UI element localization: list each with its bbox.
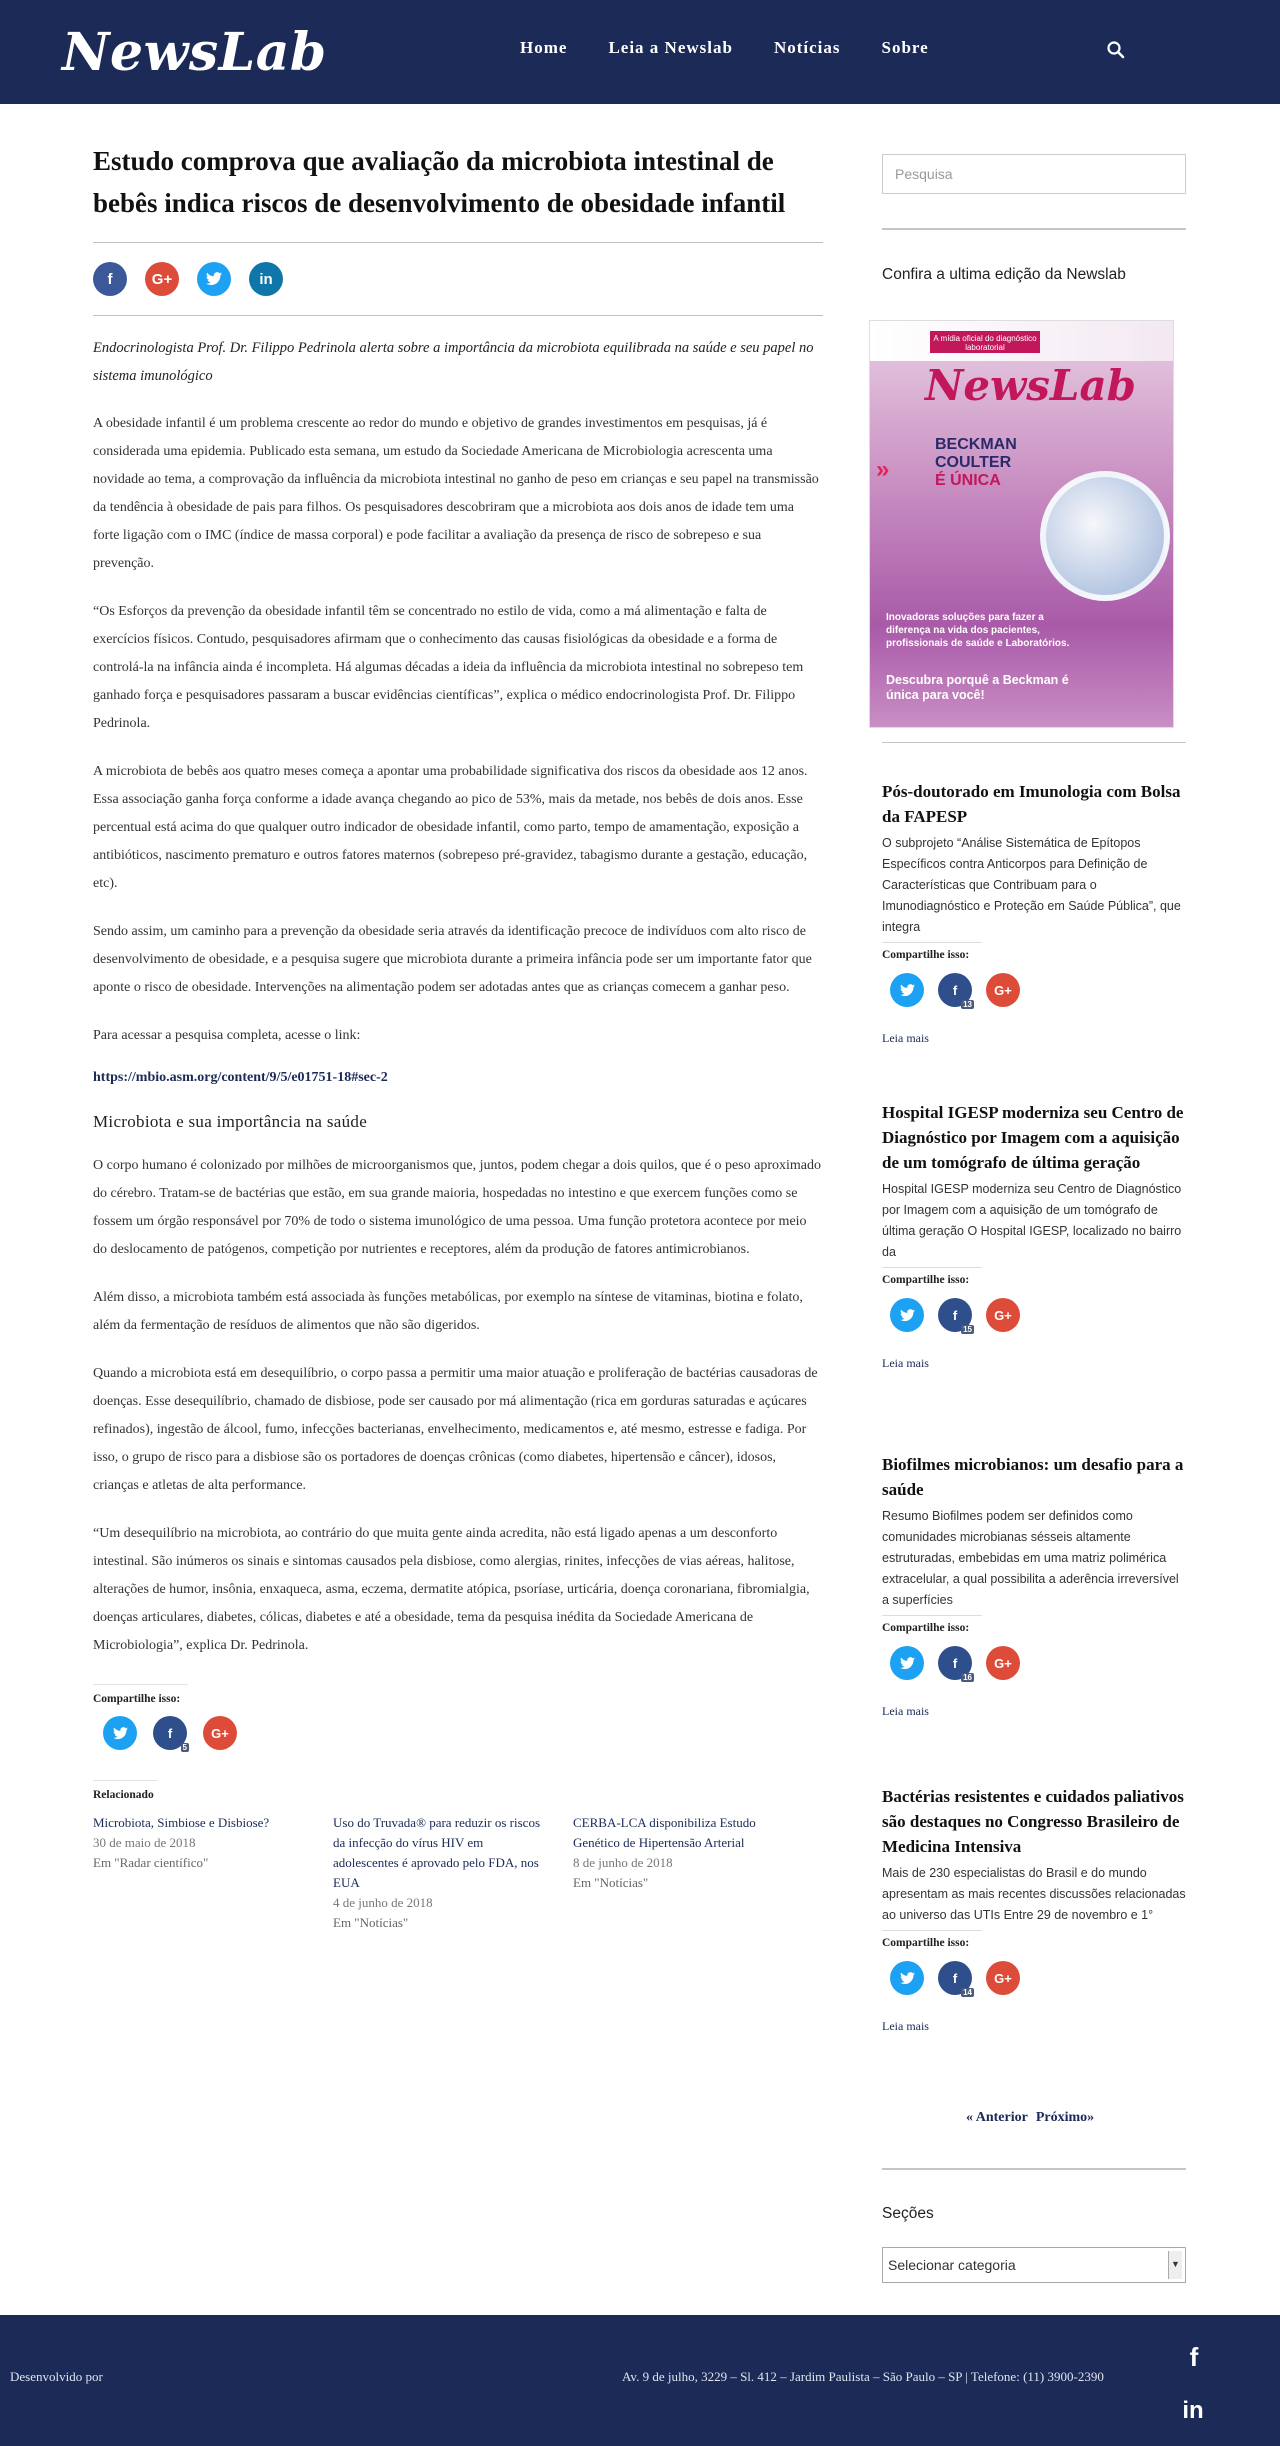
cover-tube-image: [1040, 471, 1170, 601]
share-count: 15: [963, 1325, 972, 1334]
share-count: 16: [963, 1673, 972, 1682]
cover-brand-line: É ÚNICA: [935, 472, 1001, 489]
google-plus-share-icon[interactable]: G+: [986, 1298, 1020, 1332]
share-label: Compartilhe isso:: [882, 1937, 970, 1949]
google-plus-share-icon[interactable]: G+: [986, 1646, 1020, 1680]
site-header: [0, 0, 1280, 104]
sidebar-post: [882, 742, 1186, 1046]
related-label: Relacionado: [93, 1780, 158, 1801]
cover-brand-line: BECKMAN: [935, 436, 1017, 453]
paragraph: Para acessar a pesquisa completa, acesse o link:: [93, 1028, 361, 1043]
article-title: Estudo comprova que avaliação da microbiota intestinal de bebês indica riscos de desenvolvimento de obesidade infantil: [93, 146, 786, 218]
related-title[interactable]: Microbiota, Simbiose e Disbiose?: [93, 1815, 270, 1830]
google-plus-share-icon[interactable]: G+: [986, 1961, 1020, 1995]
read-more-link[interactable]: Leia mais: [882, 1704, 929, 1718]
magazine-cover[interactable]: [869, 320, 1174, 728]
related-item[interactable]: [93, 1813, 303, 1933]
sidebar-post: [882, 1446, 1186, 1719]
read-more-link[interactable]: Leia mais: [882, 1031, 929, 1045]
facebook-share-icon[interactable]: f 16: [938, 1646, 972, 1680]
paragraph: O corpo humano é colonizado por milhões de microorganismos que, juntos, podem chegar a dois quilos, que é o peso aproximado do cérebro. Tratam-se de bactérias que estão, em sua grande maioria, hospedadas no intestino e que exercem funções como se fossem um órgão responsável por 70% de todo o sistema imunológico de uma pessoa. Uma função protetora acontece por meio do deslocamento de patógenos, competição por nutrientes e receptores, além da produção de fatores antimicrobianos.: [93, 1158, 821, 1257]
sidebar: [876, 154, 1202, 2033]
category-select[interactable]: [882, 2247, 1186, 2283]
divider: [882, 942, 982, 943]
related-item[interactable]: [333, 1813, 543, 1933]
post-excerpt: Mais de 230 especialistas do Brasil e do mundo apresentam as mais recentes discussões relacionadas ao universo das UTIs Entre 29 de novembro e 1°: [882, 1866, 1186, 1922]
chevron-right-icon: »: [876, 456, 890, 483]
divider: [882, 228, 1186, 230]
paragraph: “Um desequilíbrio na microbiota, ao contrário do que muita gente ainda acredita, não está ligado apenas a um desconforto intestinal. São inúmeros os sinais e sintomas causados pela disbiose, como alergias, rinites, infecções de vias aéreas, halitose, alterações de humor, insônia, enxaqueca, asma, eczema, dermatite atópica, psoríase, urticária, doença coronariana, fibromialgia, doenças articulares, diabetes, cólicas, diabetes e até a obesidade, tema da pesquisa inédita da Sociedade Americana de Microbiologia”, explica Dr. Pedrinola.: [93, 1526, 810, 1653]
chevron-down-icon[interactable]: ▼: [1168, 2251, 1182, 2279]
google-plus-share-icon[interactable]: G+: [203, 1716, 237, 1750]
paragraph: Quando a microbiota está em desequilíbrio, o corpo passa a permitir uma maior atuação e proliferação de bactérias causadoras de doenças. Esse desequilíbrio, chamado de disbiose, pode ser causado por má alimentação (rica em gorduras saturadas e açúcares refinados), ingestão de álcool, fumo, infecções bacterianas, envelhecimento, medicamentos e, até mesmo, estresse e fadiga. Por isso, o grupo de risco para a disbiose são os portadores de doenças crônicas (como diabetes, hipertensão e câncer), idosos, crianças e atletas de alta performance.: [93, 1366, 818, 1493]
cover-brand-line: COULTER: [935, 454, 1012, 471]
cover-text: Inovadoras soluções para fazer a diferença na vida dos pacientes, profissionais de saúde e Laboratórios.: [886, 612, 1070, 649]
section-subheading: Microbiota e sua importância na saúde: [93, 1112, 368, 1131]
main-nav: [520, 38, 929, 58]
related-item[interactable]: [573, 1813, 783, 1933]
search-input[interactable]: Pesquisa: [882, 154, 1186, 194]
facebook-share-icon[interactable]: f: [93, 262, 127, 296]
related-date: 30 de maio de 2018: [93, 1835, 196, 1850]
share-label: Compartilhe isso:: [882, 949, 970, 961]
divider: [882, 1267, 982, 1268]
nav-sobre[interactable]: Sobre: [881, 38, 929, 57]
post-excerpt: Resumo Biofilmes podem ser definidos como comunidades microbianas sésseis altamente estruturadas, embebidas em uma matriz polimérica extracelular, a qual possibilita a aderência irreversível a superfícies: [882, 1509, 1179, 1607]
google-plus-share-icon[interactable]: G+: [145, 262, 179, 296]
paragraph: Sendo assim, um caminho para a prevenção da obesidade seria através da identificação precoce de indivíduos com alto risco de desenvolvimento de obesidade, e a pesquisa sugere que microbiota durante a primeira infância pode ser um importante fator que aponte o risco de obesidade. Intervenções na alimentação podem ser adotadas antes que as crianças comecem a ganhar peso.: [93, 924, 812, 995]
nav-home[interactable]: Home: [520, 38, 568, 57]
post-title[interactable]: Hospital IGESP moderniza seu Centro de Diagnóstico por Imagem com a aquisição de um tomógrafo de última geração: [882, 1103, 1184, 1172]
post-excerpt: O subprojeto “Análise Sistemática de Epítopos Específicos contra Anticorpos para Definição de Características que Contribuam para o Imunodiagnóstico e Proteção em Saúde Pública”, que integra: [882, 836, 1181, 934]
divider: [882, 1615, 982, 1616]
share-count: 5: [182, 1743, 187, 1752]
twitter-share-icon[interactable]: [890, 1298, 924, 1332]
share-buttons: [882, 1298, 1186, 1332]
post-pagination: [966, 2110, 1094, 2126]
edition-heading: Confira a ultima edição da Newslab: [882, 266, 1126, 283]
share-buttons: [882, 973, 1186, 1007]
share-label: Compartilhe isso:: [882, 1274, 970, 1286]
post-title[interactable]: Biofilmes microbianos: um desafio para a saúde: [882, 1455, 1184, 1499]
share-buttons: [882, 1961, 1186, 1995]
twitter-share-icon[interactable]: [890, 973, 924, 1007]
paragraph: A microbiota de bebês aos quatro meses começa a apontar uma probabilidade significativa dos riscos da obesidade aos 12 anos. Essa associação ganha força conforme a idade avança chegando ao pico de 53%, mais da metade, nos bebês de dois anos. Esse percentual está acima do que qualquer outro indicador de obesidade infantil, como parto, tempo de amamentação, exposição a antibióticos, nascimento prematuro e outros fatores maternos (sobrepeso pré-gravidez, tabagismo durante a gestação, educação, etc).: [93, 764, 808, 891]
facebook-share-icon[interactable]: f 5: [153, 1716, 187, 1750]
twitter-share-icon[interactable]: [890, 1646, 924, 1680]
nav-noticias[interactable]: Notícias: [773, 38, 841, 57]
related-title[interactable]: Uso do Truvada® para reduzir os riscos da infecção do vírus HIV em adolescentes é aprovado pelo FDA, nos EUA: [333, 1815, 541, 1890]
facebook-share-icon[interactable]: f 14: [938, 1961, 972, 1995]
paragraph: A obesidade infantil é um problema crescente ao redor do mundo e objetivo de grandes investimentos em pesquisas, já é considerada uma epidemia. Publicado esta semana, um estudo da Sociedade Americana de Microbiologia acrescenta uma novidade ao tema, a comprovação da influência da microbiota intestinal no ganho de peso em crianças e seu papel na transmissão da tendência à obesidade de pais para filhos. Os pesquisadores descobriram que a microbiota aos dois anos de idade tem uma forte ligação com o IMC (índice de massa corporal) e pode facilitar a avaliação da presença de risco de sobrepeso e sua prevenção.: [93, 416, 819, 571]
share-label: Compartilhe isso:: [93, 1684, 188, 1705]
next-link[interactable]: Próximo»: [1035, 2110, 1095, 2125]
facebook-share-icon[interactable]: f 15: [938, 1298, 972, 1332]
related-category: Em "Notícias": [333, 1915, 409, 1930]
search-icon[interactable]: [1106, 40, 1126, 60]
cover-logo: NewsLab: [925, 361, 1137, 410]
related-date: 8 de junho de 2018: [573, 1855, 673, 1870]
related-category: Em "Notícias": [573, 1875, 649, 1890]
site-footer: [0, 2315, 1280, 2446]
sections-heading: Seções: [882, 2205, 934, 2222]
sidebar-post: [882, 1094, 1186, 1371]
google-plus-share-icon[interactable]: G+: [986, 973, 1020, 1007]
post-excerpt: Hospital IGESP moderniza seu Centro de Diagnóstico por Imagem com a aquisição de um tomógrafo de última geração O Hospital IGESP, localizado no bairro da: [882, 1182, 1182, 1259]
developed-by: Desenvolvido por: [10, 2369, 103, 2384]
prev-link[interactable]: « Anterior: [966, 2110, 1028, 2125]
share-count: 13: [963, 1000, 972, 1009]
research-link[interactable]: https://mbio.asm.org/content/9/5/e01751-18#sec-2: [93, 1070, 388, 1085]
post-title[interactable]: Bactérias resistentes e cuidados paliativos são destaques no Congresso Brasileiro de Medicina Intensiva: [882, 1787, 1184, 1856]
share-label: Compartilhe isso:: [882, 1622, 970, 1634]
article: [93, 140, 823, 1933]
divider: [882, 2168, 1186, 2170]
post-title[interactable]: Pós-doutorado em Imunologia com Bolsa da FAPESP: [882, 782, 1181, 826]
linkedin-icon[interactable]: in: [1182, 2397, 1204, 2424]
cover-brand: [935, 436, 1017, 490]
twitter-share-icon[interactable]: [890, 1961, 924, 1995]
facebook-share-icon[interactable]: f 13: [938, 973, 972, 1007]
twitter-share-icon[interactable]: [103, 1716, 137, 1750]
cover-tag: A mídia oficial do diagnóstico laboratorial: [930, 331, 1040, 353]
read-more-link[interactable]: Leia mais: [882, 2019, 929, 2033]
cover-cta-text: Descubra porquê a Beckman é única para você!: [886, 673, 1069, 702]
linkedin-share-icon[interactable]: in: [249, 262, 283, 296]
related-title[interactable]: CERBA-LCA disponibiliza Estudo Genético de Hipertensão Arterial: [573, 1815, 756, 1850]
nav-leia-newslab[interactable]: Leia a Newslab: [608, 38, 733, 57]
facebook-icon[interactable]: f: [1189, 2342, 1199, 2372]
footer-address: Av. 9 de julho, 3229 – Sl. 412 – Jardim Paulista – São Paulo – SP | Telefone: (11) 3900-2390: [622, 2369, 1104, 2384]
divider: [93, 315, 823, 316]
article-lead: Endocrinologista Prof. Dr. Filippo Pedrinola alerta sobre a importância da microbiota equilibrada na saúde e seu papel no sistema imunológico: [93, 340, 814, 384]
paragraph: “Os Esforços da prevenção da obesidade infantil têm se concentrado no estilo de vida, como a má alimentação e falta de exercícios físicos. Contudo, pesquisadores afirmam que o conhecimento das causas fisiológicas da obesidade e a forma de controlá-la na infância ainda é incompleta. Há algumas décadas a ideia da influência da microbiota intestinal no sobrepeso tem ganhado força e pesquisadores passaram a buscar evidências científicas”, explica o médico endocrinologista Prof. Dr. Filippo Pedrinola.: [93, 604, 804, 731]
share-top-bar: [93, 243, 823, 315]
twitter-share-icon[interactable]: [197, 262, 231, 296]
related-date: 4 de junho de 2018: [333, 1895, 433, 1910]
related-category: Em "Radar científico": [93, 1855, 209, 1870]
related-posts: [93, 1813, 823, 1933]
share-buttons: [882, 1646, 1186, 1680]
paragraph: Além disso, a microbiota também está associada às funções metabólicas, por exemplo na síntese de vitaminas, biotina e folato, além da fermentação de resíduos de alimentos que não são digeridos.: [93, 1290, 803, 1333]
sidebar-post: [882, 1778, 1186, 2034]
share-buttons: [93, 1716, 823, 1750]
divider: [882, 1930, 982, 1931]
site-logo[interactable]: NewsLab: [62, 22, 327, 83]
share-count: 14: [963, 1988, 972, 1997]
read-more-link[interactable]: Leia mais: [882, 1356, 929, 1370]
category-select-value: Selecionar categoria: [888, 2257, 1016, 2273]
